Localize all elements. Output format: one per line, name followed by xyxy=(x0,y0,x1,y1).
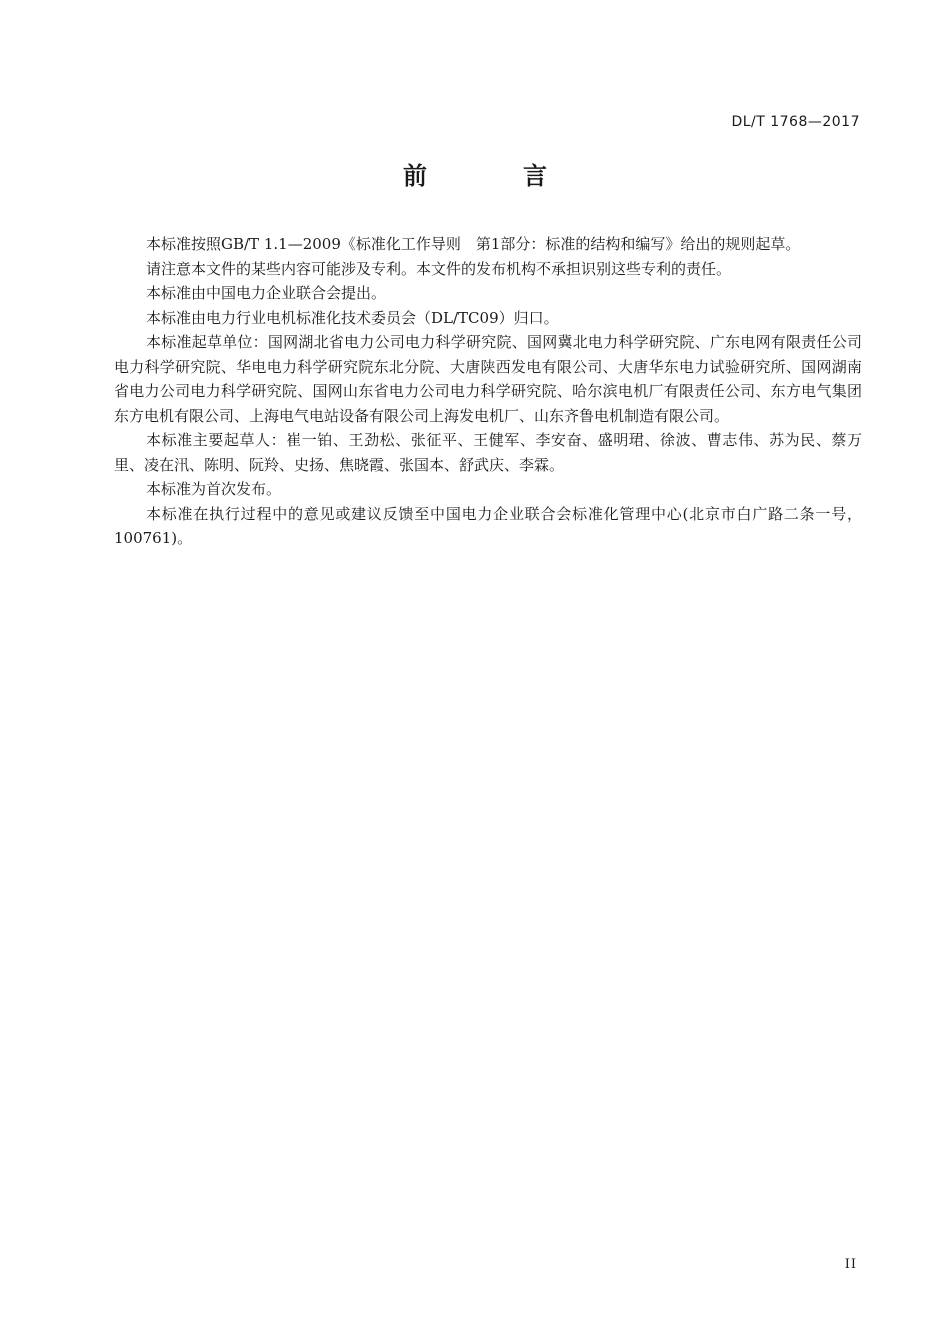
paragraph-technical-committee: 本标准由电力行业电机标准化技术委员会（DL/TC09）归口。 xyxy=(146,308,559,327)
page-title: 前 言 xyxy=(403,162,583,190)
paragraph-patent-notice: 请注意本文件的某些内容可能涉及专利。本文件的发布机构不承担识别这些专利的责任。 xyxy=(146,259,732,278)
page-number: II xyxy=(844,1257,857,1272)
paragraph-drafting-rules: 本标准按照GB/T 1.1—2009《标准化工作导则 第1部分：标准的结构和编写》给出的规则起草。 xyxy=(146,235,801,253)
paragraph-feedback: 本标准在执行过程中的意见或建议反馈至中国电力企业联合会标准化管理中心(北京市白广路二条一号，100761)。 xyxy=(114,504,862,547)
foreword-body xyxy=(114,232,862,551)
standard-code: DL/T 1768—2017 xyxy=(731,114,860,130)
paragraph-first-release: 本标准为首次发布。 xyxy=(146,480,282,498)
paragraph-drafting-units: 本标准起草单位：国网湖北省电力公司电力科学研究院、国网冀北电力科学研究院、广东电网有限责任公司电力科学研究院、华电电力科学研究院东北分院、大唐陕西发电有限公司、大唐华东电力试验研究所、国网湖南省电力公司电力科学研究院、国网山东省电力公司电力科学研究院、哈尔滨电机厂有限责任公司、东方电气集团东方电机有限公司、上海电气电站设备有限公司上海发电机厂、山东齐鲁电机制造有限公司。 xyxy=(114,333,862,425)
paragraph-proposer: 本标准由中国电力企业联合会提出。 xyxy=(146,284,387,302)
paragraph-drafters: 本标准主要起草人：崔一铂、王劲松、张征平、王健军、李安奋、盛明珺、徐波、曹志伟、苏为民、蔡万里、凌在汛、陈明、阮羚、史扬、焦晓霞、张国本、舒武庆、李霖。 xyxy=(114,431,862,474)
